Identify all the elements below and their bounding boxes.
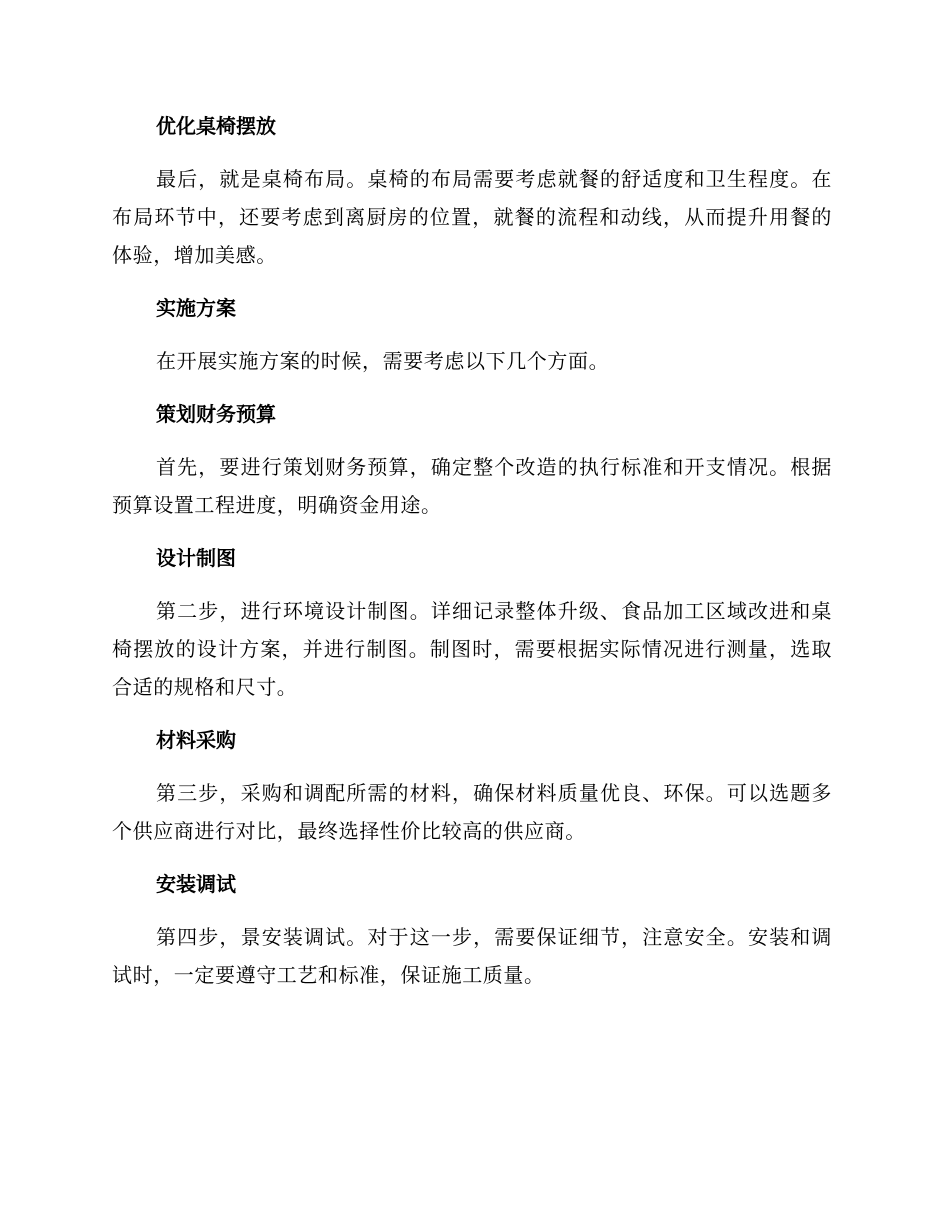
section-body-implementation-plan: 在开展实施方案的时候，需要考虑以下几个方面。 (156, 349, 610, 373)
section-heading-installation-testing: 安装调试 (156, 872, 236, 896)
section-heading-design-drawing: 设计制图 (156, 546, 236, 570)
section-body-design-drawing: 第二步，进行环境设计制图。详细记录整体升级、食品加工区域改进和桌椅摆放的设计方案，并进行制图。制图时，需要根据实际情况进行测量，选取合适的规格和尺寸。 (112, 599, 832, 699)
section-heading-optimize-seating: 优化桌椅摆放 (156, 114, 276, 138)
document-content (112, 106, 832, 1008)
section-body-installation-testing: 第四步，景安装调试。对于这一步，需要保证细节，注意安全。安装和调试时，一定要遵守工艺和标准，保证施工质量。 (112, 925, 832, 987)
section-heading-material-procurement: 材料采购 (156, 728, 236, 752)
section-body-material-procurement: 第三步，采购和调配所需的材料，确保材料质量优良、环保。可以选题多个供应商进行对比，最终选择性价比较高的供应商。 (112, 781, 832, 843)
section-heading-implementation-plan: 实施方案 (156, 296, 236, 320)
section-body-financial-budget: 首先，要进行策划财务预算，确定整个改造的执行标准和开支情况。根据预算设置工程进度，明确资金用途。 (112, 455, 832, 517)
section-heading-financial-budget: 策划财务预算 (156, 402, 276, 426)
section-body-optimize-seating: 最后，就是桌椅布局。桌椅的布局需要考虑就餐的舒适度和卫生程度。在布局环节中，还要考虑到离厨房的位置，就餐的流程和动线，从而提升用餐的体验，增加美感。 (112, 167, 832, 267)
